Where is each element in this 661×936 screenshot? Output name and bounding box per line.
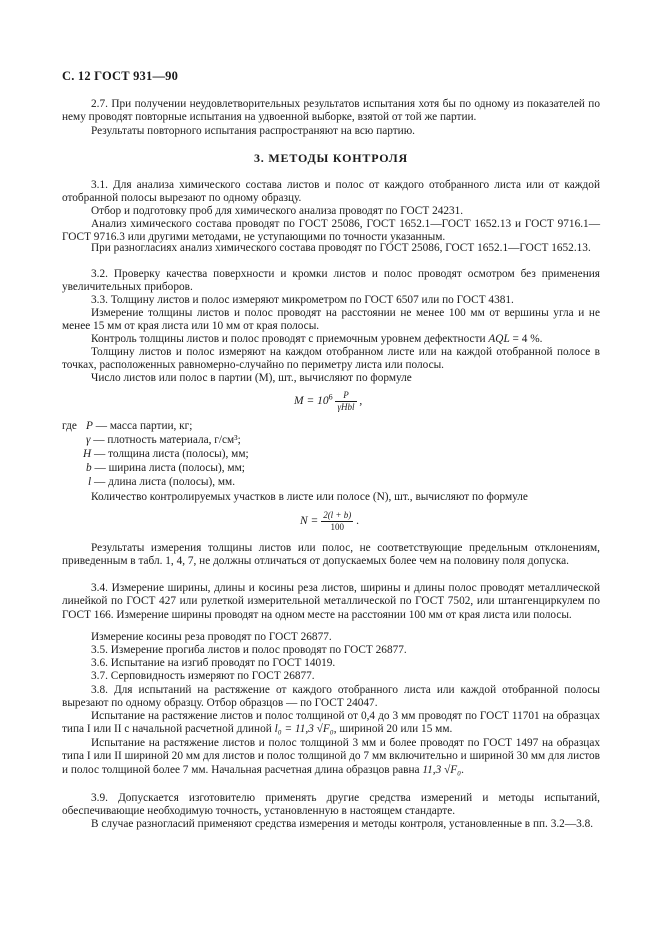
paragraph-3-4-skew: Измерение косины реза проводят по ГОСТ 26877. [91,631,332,643]
formula-M: $M = 10^6$ $\frac{P}{\text{γHbl}}$ , [294,390,363,412]
paragraph-3-3-count: Число листов или полос в партии (M), шт., вычисляют по формуле [91,372,412,384]
paragraph-3-3-results: Результаты измерения толщины листов или полос, не соответствующие предельным отклонениям, приведенным в табл. 1, 4, 7, не должны отличаться от допускаемых более чем на половину поля допуска. [62,542,600,568]
paragraph-3-9: 3.9. Допускается изготовителю применять другие средства измерений и методы испытаний, обеспечивающие необходимую точность, установленную в настоящем стандарте. [62,792,600,818]
section-title: 3. МЕТОДЫ КОНТРОЛЯ [253,151,409,165]
paragraph-3-3-measurement: Измерение толщины листов и полос проводят на расстоянии не менее 100 мм от вершины угла и не менее 15 мм от края листа или 10 мм от края полосы. [62,307,600,333]
paragraph-3-3-aql: Контроль толщины листов и полос проводят с приемочным уровнем дефектности AQL = 4 %. [91,333,543,345]
paragraph-2-7: 2.7. При получении неудовлетворительных результатов испытания хотя бы по одному из показателей по нему проводят повторные испытания на удвоенной выборке, взятой от той же партии. [62,98,600,124]
paragraph-3-1-analysis: Анализ химического состава проводят по ГОСТ 25086, ГОСТ 1652.1—ГОСТ 1652.13 и ГОСТ 9716.1—ГОСТ 9716.3 или другими методами, не уступающими по точности указанным. [62,218,600,244]
paragraph-3-1-sampling: Отбор и подготовку проб для химического анализа проводят по ГОСТ 24231. [91,205,464,217]
legend-l: l — длина листа (полосы), мм. [88,476,236,488]
paragraph-3-2: 3.2. Проверку качества поверхности и кромки листов и полос проводят осмотром без применения увеличительных приборов. [62,268,600,294]
legend-P: P — масса партии, кг; [86,420,193,432]
paragraph-3-3-points: Толщину листов и полос измеряют на каждом отобранном листе или на каждой отобранной полосе в точках, расположенных равномерно-случайно по периметру листа или полосы. [62,346,600,372]
paragraph-3-7: 3.7. Серповидность измеряют по ГОСТ 26877. [91,670,315,682]
paragraph-3-6: 3.6. Испытание на изгиб проводят по ГОСТ 14019. [91,657,336,669]
paragraph-3-1: 3.1. Для анализа химического состава листов и полос от каждого отобранного листа или от каждой отобранной полосы вырезают по одному образцу. [62,179,600,205]
paragraph-3-8-thin: Испытание на растяжение листов и полос толщиной от 0,4 до 3 мм проводят по ГОСТ 11701 на образцах типа I или II с начальной расчетной длиной l₀ = 11,3 √F₀, шириной 20 или 15 мм. [62,710,600,736]
paragraph-3-5: 3.5. Измерение прогиба листов и полос проводят по ГОСТ 26877. [91,644,407,656]
page-header: С. 12 ГОСТ 931—90 [62,69,179,83]
paragraph-3-1-disputes: При разногласиях анализ химического состава проводят по ГОСТ 25086, ГОСТ 1652.1—ГОСТ 1652.13. [91,242,591,254]
paragraph-3-8: 3.8. Для испытаний на растяжение от каждого отобранного листа или каждой отобранной полосы вырезают по одному образцу. Отбор образцов — по ГОСТ 24047. [62,684,600,710]
paragraph-3-4: 3.4. Измерение ширины, длины и косины реза листов, ширины и длины полос проводят металлической линейкой по ГОСТ 427 или рулеткой измерительной металлической по ГОСТ 7502, или штангенциркулем по ГОСТ 166. Измерение ширины проводят на одном месте на расстоянии 100 мм от края листа или полосы. [62,582,600,621]
legend-gamma: γ — плотность материала, г/см³; [86,434,241,446]
paragraph-2-7-result: Результаты повторного испытания распространяют на всю партию. [91,125,415,137]
paragraph-3-8-thick: Испытание на растяжение листов и полос толщиной 3 мм и более проводят по ГОСТ 1497 на образцах типа I или II шириной 20 мм для листов и полос толщиной до 7 мм включительно и шириной 30 мм для листов и полос толщиной более 7 мм. Начальная расчетная длина образцов равна 11,3 √F₀. [62,737,600,776]
paragraph-3-9-disputes: В случае разногласий применяют средства измерения и методы контроля, установленные в пп. 3.2—3.8. [91,818,594,830]
legend-b: b — ширина листа (полосы), мм; [86,462,245,474]
paragraph-3-3: 3.3. Толщину листов и полос измеряют микрометром по ГОСТ 6507 или по ГОСТ 4381. [91,294,514,306]
legend-H: H — толщина листа (полосы), мм; [83,448,249,460]
paragraph-3-3-sections: Количество контролируемых участков в листе или полосе (N), шт., вычисляют по формуле [91,491,528,503]
legend-where: где [62,420,77,432]
formula-N: N = $\frac{2(l + b)}{100}$ . [300,510,360,532]
